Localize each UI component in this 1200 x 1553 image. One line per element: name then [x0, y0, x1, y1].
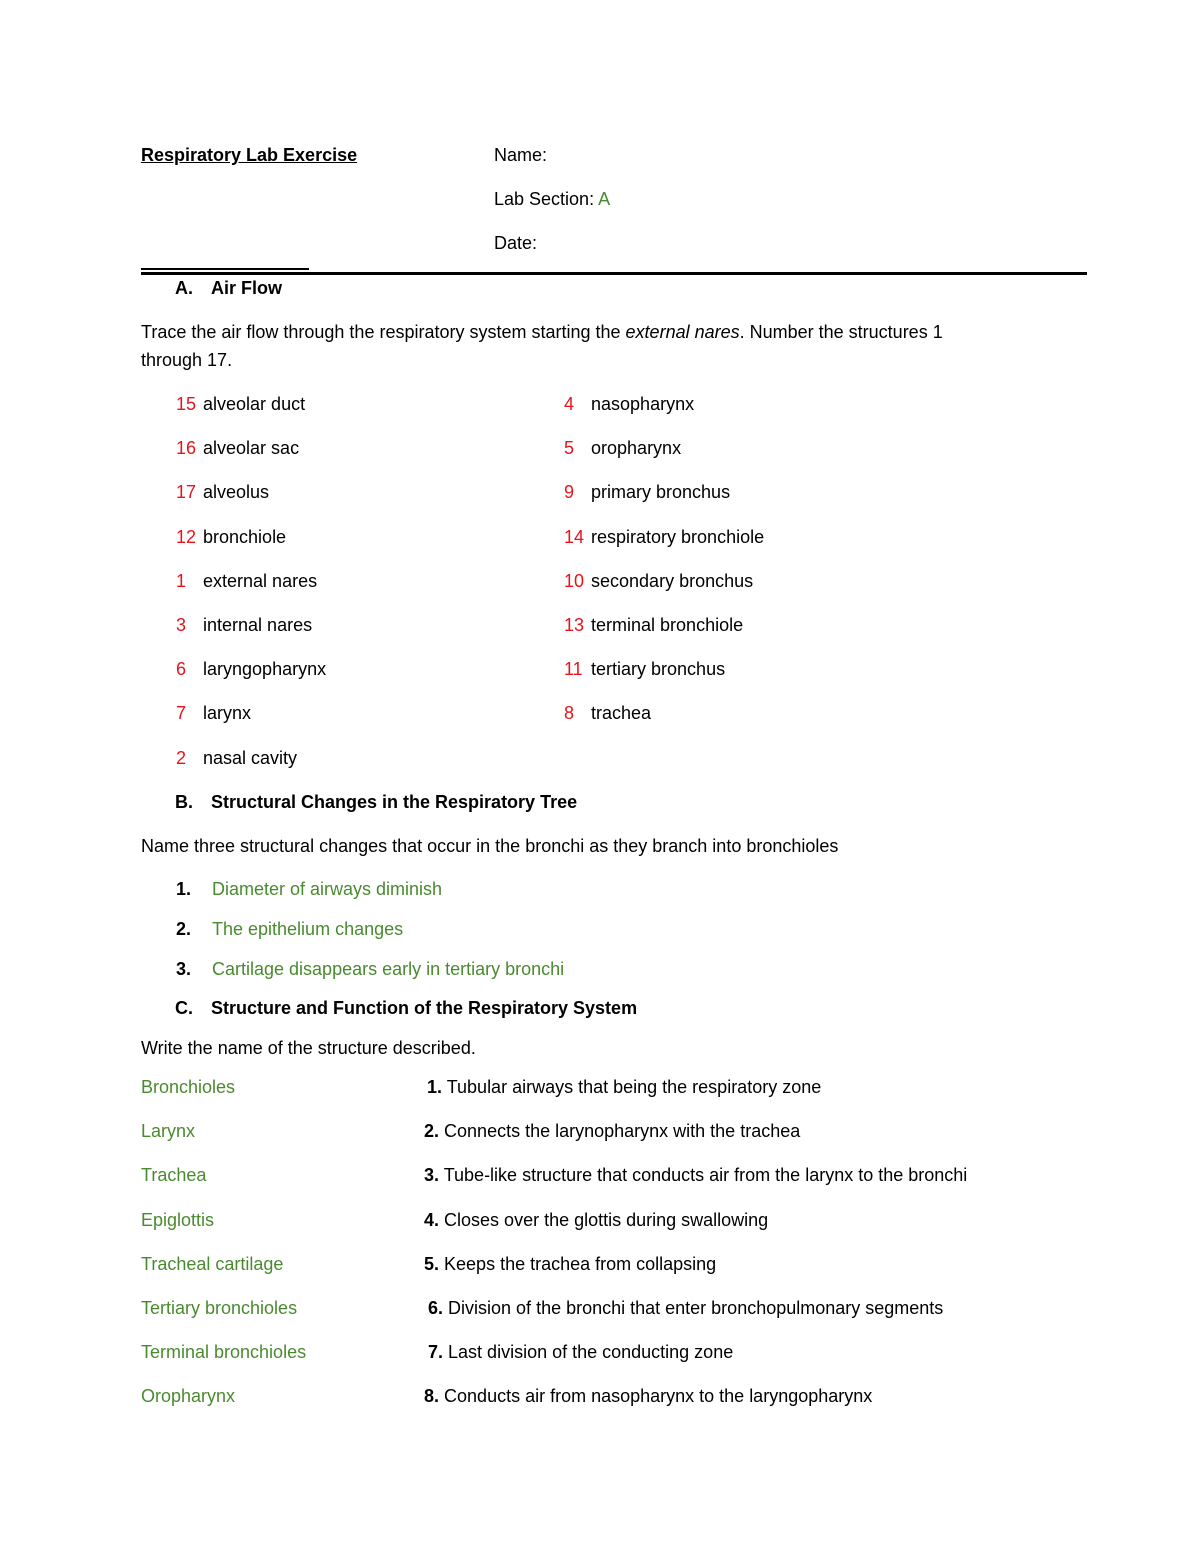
- airflow-item: [176, 659, 326, 680]
- airflow-item: [564, 482, 730, 503]
- airflow-structure: bronchiole: [203, 526, 287, 547]
- airflow-structure: trachea: [591, 703, 652, 724]
- section-c-letter: C.: [175, 998, 193, 1018]
- list-number: 2.: [176, 919, 192, 939]
- airflow-item: [564, 703, 651, 724]
- structure-description: [428, 1342, 733, 1363]
- airflow-item: [564, 615, 743, 636]
- list-number: 1.: [176, 879, 192, 899]
- section-c-title: Structure and Function of the Respiratory System: [211, 998, 638, 1018]
- airflow-structure: respiratory bronchiole: [591, 526, 765, 547]
- airflow-structure: larynx: [203, 703, 252, 724]
- section-a-instruction-line2: through 17.: [141, 350, 233, 370]
- description-number: 5.: [424, 1253, 440, 1274]
- description-number: 8.: [424, 1386, 440, 1407]
- airflow-structure: alveolar sac: [203, 438, 300, 459]
- structure-description: [424, 1165, 967, 1186]
- description-text: Connects the larynopharynx with the trachea: [444, 1121, 801, 1142]
- instruction-text: Trace the air flow through the respiratory system starting the: [141, 322, 626, 342]
- airflow-number: 14: [564, 526, 585, 547]
- section-a-heading: [175, 278, 282, 299]
- structure-description: [424, 1210, 768, 1231]
- instruction-text-end: . Number the structures 1: [739, 322, 943, 342]
- section-b-instruction: Name three structural changes that occur in the bronchi as they branch into bronchioles: [141, 836, 839, 856]
- header-rule: [141, 272, 1087, 275]
- airflow-number: 6: [176, 659, 187, 680]
- airflow-item: [564, 659, 725, 680]
- description-text: Tubular airways that being the respiratory zone: [446, 1077, 822, 1097]
- instruction-emphasis: external nares: [625, 322, 740, 342]
- airflow-item: [176, 394, 305, 415]
- structure-description: [424, 1121, 800, 1142]
- lab-section-field: [494, 189, 610, 210]
- airflow-item: [564, 527, 764, 548]
- airflow-number: 17: [176, 482, 197, 503]
- structure-answer: Tertiary bronchioles: [141, 1298, 298, 1318]
- structural-change-answer: The epithelium changes: [212, 919, 404, 939]
- airflow-number: 10: [564, 570, 585, 591]
- airflow-number: 1: [176, 570, 187, 591]
- structure-answer: Oropharynx: [141, 1386, 236, 1407]
- section-a-instruction: [141, 322, 943, 343]
- structure-answer: Epiglottis: [141, 1209, 215, 1230]
- description-text: Closes over the glottis during swallowing: [444, 1209, 769, 1230]
- airflow-structure: nasal cavity: [203, 747, 298, 768]
- airflow-item: [564, 394, 694, 415]
- airflow-number: 7: [176, 703, 187, 724]
- structure-answer: Larynx: [141, 1121, 196, 1142]
- airflow-number: 9: [564, 482, 575, 503]
- airflow-item: [176, 482, 269, 503]
- airflow-item: [176, 571, 317, 592]
- section-a-title: Air Flow: [211, 278, 282, 298]
- lab-section-label: Lab Section:: [494, 189, 595, 209]
- header-rule-accent: [141, 268, 309, 270]
- airflow-item: [176, 748, 297, 769]
- airflow-number: 5: [564, 438, 575, 459]
- airflow-item: [176, 527, 286, 548]
- section-b-letter: B.: [175, 792, 193, 812]
- structure-answer: Tracheal cartilage: [141, 1253, 284, 1274]
- airflow-structure: nasopharynx: [591, 394, 695, 414]
- airflow-structure: laryngopharynx: [203, 659, 327, 680]
- document-title: Respiratory Lab Exercise: [141, 145, 358, 165]
- airflow-number: 8: [564, 703, 575, 724]
- description-text: Last division of the conducting zone: [448, 1342, 734, 1363]
- airflow-structure: internal nares: [203, 615, 313, 635]
- airflow-number: 4: [564, 394, 575, 414]
- structure-description: [428, 1298, 943, 1319]
- lab-section-value: A: [598, 189, 611, 209]
- airflow-structure: alveolar duct: [203, 394, 306, 414]
- description-number: 7.: [428, 1342, 444, 1363]
- description-number: 3.: [424, 1165, 440, 1186]
- section-b-heading: [175, 792, 577, 813]
- description-number: 1.: [427, 1077, 443, 1097]
- date-label: Date:: [494, 233, 538, 253]
- section-c-heading: [175, 998, 637, 1019]
- structural-change-answer: Diameter of airways diminish: [212, 879, 443, 899]
- section-a-letter: A.: [175, 278, 193, 298]
- description-number: 2.: [424, 1121, 440, 1142]
- airflow-number: 11: [564, 659, 583, 680]
- list-number: 3.: [176, 959, 192, 979]
- airflow-item: [176, 615, 312, 636]
- structure-answer: Terminal bronchioles: [141, 1342, 307, 1363]
- description-number: 6.: [428, 1298, 444, 1318]
- airflow-structure: tertiary bronchus: [591, 659, 726, 680]
- airflow-number: 13: [564, 615, 585, 635]
- section-b-title: Structural Changes in the Respiratory Tree: [211, 792, 578, 812]
- description-text: Tube-like structure that conducts air from the larynx to the bronchi: [443, 1165, 968, 1186]
- structure-description: [424, 1386, 872, 1407]
- airflow-item: [176, 703, 251, 724]
- airflow-number: 3: [176, 615, 187, 635]
- airflow-number: 16: [176, 438, 197, 459]
- airflow-number: 15: [176, 394, 197, 414]
- structure-description: [424, 1254, 716, 1275]
- airflow-structure: oropharynx: [591, 438, 682, 459]
- structural-change-answer: Cartilage disappears early in tertiary bronchi: [212, 959, 565, 979]
- airflow-structure: external nares: [203, 570, 318, 591]
- section-c-instruction: Write the name of the structure described.: [141, 1038, 476, 1058]
- airflow-structure: alveolus: [203, 482, 270, 503]
- structure-answer: Trachea: [141, 1165, 207, 1186]
- description-text: Conducts air from nasopharynx to the laryngopharynx: [444, 1386, 873, 1407]
- airflow-item: [176, 438, 299, 459]
- name-label: Name:: [494, 145, 548, 165]
- structure-description: [427, 1077, 821, 1098]
- airflow-item: [564, 571, 753, 592]
- airflow-item: [564, 438, 681, 459]
- airflow-number: 12: [176, 526, 197, 547]
- structure-answer: Bronchioles: [141, 1077, 236, 1097]
- airflow-structure: secondary bronchus: [591, 570, 754, 591]
- airflow-number: 2: [176, 747, 187, 768]
- description-text: Division of the bronchi that enter bronchopulmonary segments: [448, 1298, 944, 1318]
- airflow-structure: primary bronchus: [591, 482, 731, 503]
- description-number: 4.: [424, 1209, 440, 1230]
- airflow-structure: terminal bronchiole: [591, 615, 744, 635]
- description-text: Keeps the trachea from collapsing: [444, 1253, 717, 1274]
